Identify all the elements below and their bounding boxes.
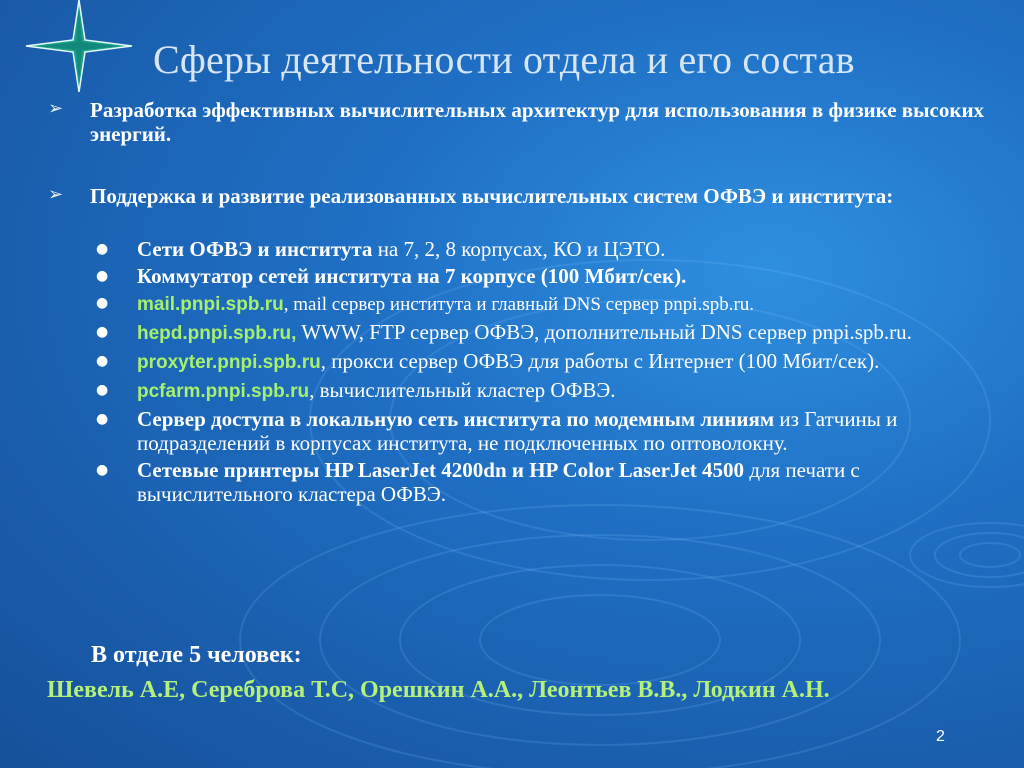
four-point-star-icon: [24, 0, 134, 92]
item-text: из Гатчины и подразделений в корпусах института, не подключенных по оптоволокну.: [137, 407, 898, 455]
staff-count-heading: В отделе 5 человек:: [91, 642, 302, 668]
arrow-bullet-icon: ➢: [48, 98, 64, 119]
staff-names: Шевель А.Е, Сереброва Т.С, Орешкин А.А., Леонтьев В.В., Лодкин А.Н.: [47, 677, 830, 703]
item-text: , прокси сервер ОФВЭ для работы с Интернет (100 Мбит/сек).: [320, 349, 880, 373]
hostname-text: proxyter.pnpi.spb.ru: [137, 352, 321, 373]
item-text: WWW, FTP сервер ОФВЭ, дополнительный DNS сервер pnpi.spb.ru.: [296, 320, 912, 344]
main-bullet-text: Разработка эффективных вычислительных архитектур для использования в физике высоких энергий.: [90, 98, 985, 146]
sub-bullet-item: [96, 349, 976, 375]
dot-bullet-icon: ●: [96, 382, 109, 398]
slide-title: Сферы деятельности отдела и его состав: [153, 37, 855, 82]
sub-bullet-list: [96, 237, 976, 509]
item-text: , mail сервер института и главный DNS сервер pnpi.spb.ru.: [283, 294, 755, 315]
item-bold-text: Сети ОФВЭ и института: [137, 237, 373, 261]
item-text: на 7, 2, 8 корпусах, КО и ЦЭТО.: [372, 237, 666, 261]
page-number: 2: [936, 728, 945, 745]
sub-bullet-item: [96, 407, 976, 455]
dot-bullet-icon: ●: [96, 324, 109, 340]
dot-bullet-icon: ●: [96, 353, 109, 369]
main-bullet-item: [48, 98, 1008, 146]
sub-bullet-item: [96, 320, 976, 346]
item-text: для печати с вычислительного кластера ОФВЭ.: [137, 458, 860, 506]
sub-bullet-item: [96, 291, 976, 317]
sub-bullet-item: [96, 237, 976, 261]
dot-bullet-icon: ●: [96, 268, 109, 284]
dot-bullet-icon: ●: [96, 241, 109, 257]
main-bullet-item: [48, 184, 1008, 208]
dot-bullet-icon: ●: [96, 295, 109, 311]
item-text: , вычислительный кластер ОФВЭ.: [309, 378, 616, 402]
hostname-text: hepd.pnpi.spb.ru,: [137, 323, 297, 344]
item-bold-text: Сервер доступа в локальную сеть института по модемным линиям: [137, 407, 775, 431]
dot-bullet-icon: ●: [96, 462, 109, 478]
main-bullet-text: Поддержка и развитие реализованных вычислительных систем ОФВЭ и института:: [90, 184, 894, 208]
sub-bullet-item: [96, 264, 976, 288]
item-bold-text: Сетевые принтеры HP LaserJet 4200dn и HP Color LaserJet 4500: [137, 458, 745, 482]
hostname-text: pcfarm.pnpi.spb.ru: [137, 381, 310, 402]
sub-bullet-item: [96, 378, 976, 404]
hostname-text: mail.pnpi.spb.ru: [137, 294, 284, 315]
dot-bullet-icon: ●: [96, 411, 109, 427]
sub-bullet-item: [96, 458, 976, 506]
arrow-bullet-icon: ➢: [48, 184, 64, 205]
item-bold-text: Коммутатор сетей института на 7 корпусе (100 Мбит/сек).: [137, 264, 687, 288]
